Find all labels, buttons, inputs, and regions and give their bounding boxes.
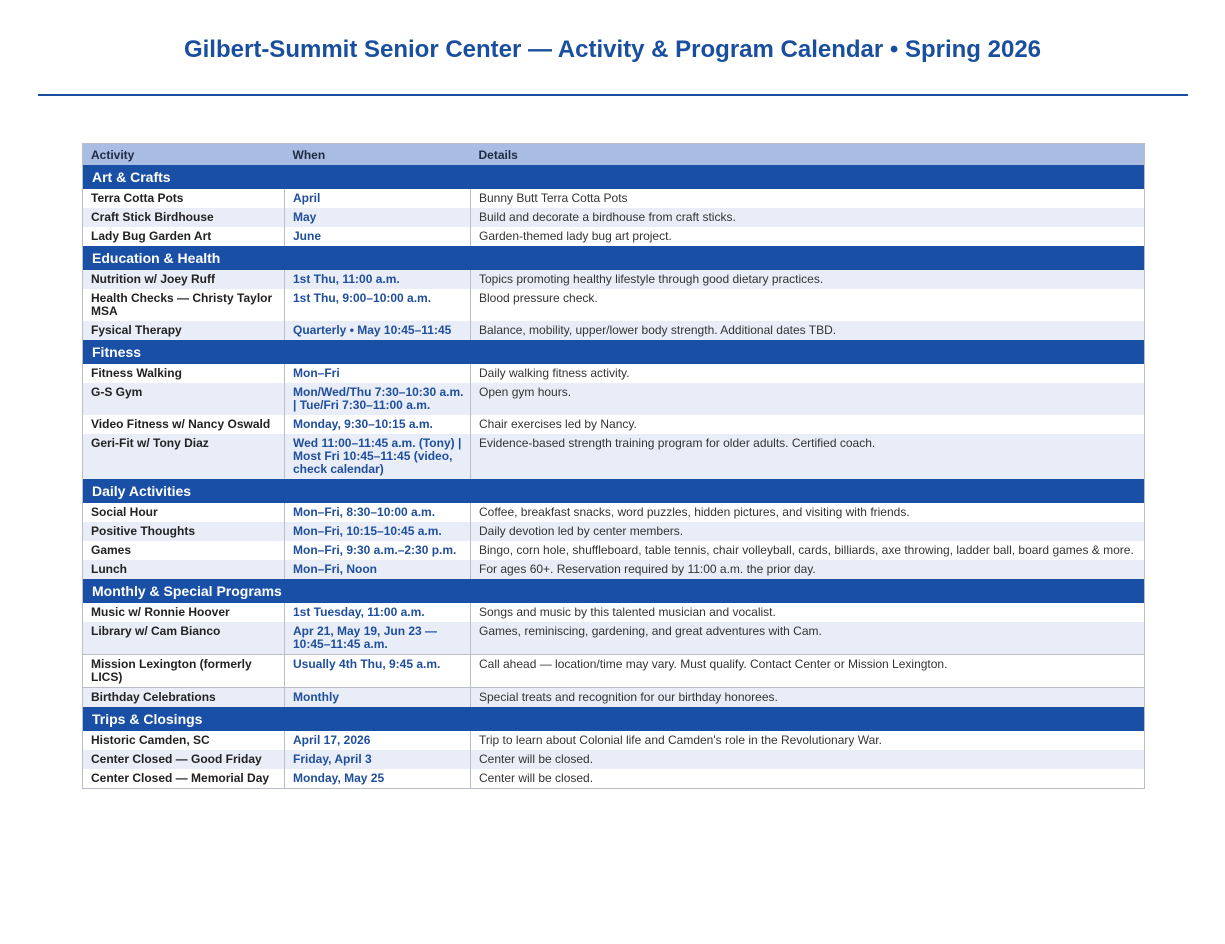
when-cell: Mon/Wed/Thu 7:30–10:30 a.m. | Tue/Fri 7:30–11:00 a.m. (285, 383, 471, 415)
details-cell: Chair exercises led by Nancy. (471, 415, 1145, 434)
section-header (83, 340, 1145, 364)
section-header (83, 579, 1145, 603)
activity-cell: Fysical Therapy (83, 321, 285, 340)
calendar-body (83, 165, 1145, 789)
details-cell: Topics promoting healthy lifestyle through good dietary practices. (471, 270, 1145, 289)
table-row (83, 622, 1145, 655)
section-title: Daily Activities (83, 479, 1145, 503)
activity-cell: Birthday Celebrations (83, 688, 285, 708)
details-cell: Garden-themed lady bug art project. (471, 227, 1145, 246)
details-cell: Bingo, corn hole, shuffleboard, table tennis, chair volleyball, cards, billiards, axe throwing, ladder ball, board games & more. (471, 541, 1145, 560)
activity-cell: Lady Bug Garden Art (83, 227, 285, 246)
when-cell: 1st Tuesday, 11:00 a.m. (285, 603, 471, 622)
column-header-details: Details (471, 144, 1145, 166)
when-cell: April 17, 2026 (285, 731, 471, 750)
when-cell: 1st Thu, 11:00 a.m. (285, 270, 471, 289)
activity-cell: Games (83, 541, 285, 560)
details-cell: Balance, mobility, upper/lower body strength. Additional dates TBD. (471, 321, 1145, 340)
section-title: Art & Crafts (83, 165, 1145, 189)
activity-cell: Health Checks — Christy Taylor MSA (83, 289, 285, 321)
table-row (83, 321, 1145, 340)
when-cell: Monday, May 25 (285, 769, 471, 789)
when-cell: Mon–Fri, 10:15–10:45 a.m. (285, 522, 471, 541)
when-cell: Mon–Fri, 8:30–10:00 a.m. (285, 503, 471, 522)
section-title: Trips & Closings (83, 707, 1145, 731)
page-title: Gilbert-Summit Senior Center — Activity & Program Calendar • Spring 2026 (183, 36, 1042, 63)
table-row (83, 364, 1145, 383)
details-cell: Trip to learn about Colonial life and Camden's role in the Revolutionary War. (471, 731, 1145, 750)
details-cell: Blood pressure check. (471, 289, 1145, 321)
when-cell: May (285, 208, 471, 227)
activity-cell: Positive Thoughts (83, 522, 285, 541)
section-title: Fitness (83, 340, 1145, 364)
table-row (83, 560, 1145, 579)
details-cell: Center will be closed. (471, 769, 1145, 789)
table-header-row (83, 144, 1145, 166)
details-cell: Coffee, breakfast snacks, word puzzles, hidden pictures, and visiting with friends. (471, 503, 1145, 522)
when-cell: Mon–Fri (285, 364, 471, 383)
activity-cell: Music w/ Ronnie Hoover (83, 603, 285, 622)
table-row (83, 750, 1145, 769)
section-header (83, 165, 1145, 189)
section-title: Education & Health (83, 246, 1145, 270)
column-header-when: When (285, 144, 471, 166)
details-cell: Center will be closed. (471, 750, 1145, 769)
activity-cell: Video Fitness w/ Nancy Oswald (83, 415, 285, 434)
table-row (83, 541, 1145, 560)
activity-cell: Craft Stick Birdhouse (83, 208, 285, 227)
when-cell: Quarterly • May 10:45–11:45 (285, 321, 471, 340)
table-row (83, 383, 1145, 415)
activity-cell: Center Closed — Memorial Day (83, 769, 285, 789)
activity-cell: Center Closed — Good Friday (83, 750, 285, 769)
title-divider (38, 94, 1188, 96)
activity-cell: Historic Camden, SC (83, 731, 285, 750)
activity-cell: Fitness Walking (83, 364, 285, 383)
table-row (83, 769, 1145, 789)
table-row (83, 227, 1145, 246)
activity-cell: Mission Lexington (formerly LICS) (83, 655, 285, 688)
details-cell: Daily devotion led by center members. (471, 522, 1145, 541)
details-cell: Call ahead — location/time may vary. Must qualify. Contact Center or Mission Lexington. (471, 655, 1145, 688)
when-cell: Mon–Fri, 9:30 a.m.–2:30 p.m. (285, 541, 471, 560)
table-row (83, 731, 1145, 750)
when-cell: Usually 4th Thu, 9:45 a.m. (285, 655, 471, 688)
activity-cell: Terra Cotta Pots (83, 189, 285, 208)
table-row (83, 688, 1145, 708)
table-row (83, 208, 1145, 227)
activity-cell: Lunch (83, 560, 285, 579)
table-row (83, 434, 1145, 479)
section-header (83, 707, 1145, 731)
table-row (83, 189, 1145, 208)
table-row (83, 655, 1145, 688)
when-cell: April (285, 189, 471, 208)
activity-cell: Nutrition w/ Joey Ruff (83, 270, 285, 289)
table-row (83, 603, 1145, 622)
details-cell: Daily walking fitness activity. (471, 364, 1145, 383)
table-row (83, 503, 1145, 522)
details-cell: Special treats and recognition for our birthday honorees. (471, 688, 1145, 708)
section-header (83, 479, 1145, 503)
details-cell: Evidence-based strength training program for older adults. Certified coach. (471, 434, 1145, 479)
table-row (83, 270, 1145, 289)
activity-cell: Social Hour (83, 503, 285, 522)
when-cell: Apr 21, May 19, Jun 23 — 10:45–11:45 a.m. (285, 622, 471, 655)
when-cell: Mon–Fri, Noon (285, 560, 471, 579)
details-cell: Songs and music by this talented musician and vocalist. (471, 603, 1145, 622)
table-row (83, 522, 1145, 541)
details-cell: Open gym hours. (471, 383, 1145, 415)
details-cell: Bunny Butt Terra Cotta Pots (471, 189, 1145, 208)
when-cell: Friday, April 3 (285, 750, 471, 769)
calendar-table (82, 143, 1145, 789)
details-cell: Build and decorate a birdhouse from craft sticks. (471, 208, 1145, 227)
section-title: Monthly & Special Programs (83, 579, 1145, 603)
when-cell: 1st Thu, 9:00–10:00 a.m. (285, 289, 471, 321)
when-cell: Wed 11:00–11:45 a.m. (Tony) | Most Fri 10:45–11:45 (video, check calendar) (285, 434, 471, 479)
when-cell: Monday, 9:30–10:15 a.m. (285, 415, 471, 434)
when-cell: June (285, 227, 471, 246)
activity-cell: Geri-Fit w/ Tony Diaz (83, 434, 285, 479)
column-header-activity: Activity (83, 144, 285, 166)
table-row (83, 289, 1145, 321)
details-cell: For ages 60+. Reservation required by 11:00 a.m. the prior day. (471, 560, 1145, 579)
table-row (83, 415, 1145, 434)
activity-cell: G-S Gym (83, 383, 285, 415)
details-cell: Games, reminiscing, gardening, and great adventures with Cam. (471, 622, 1145, 655)
when-cell: Monthly (285, 688, 471, 708)
section-header (83, 246, 1145, 270)
activity-cell: Library w/ Cam Bianco (83, 622, 285, 655)
